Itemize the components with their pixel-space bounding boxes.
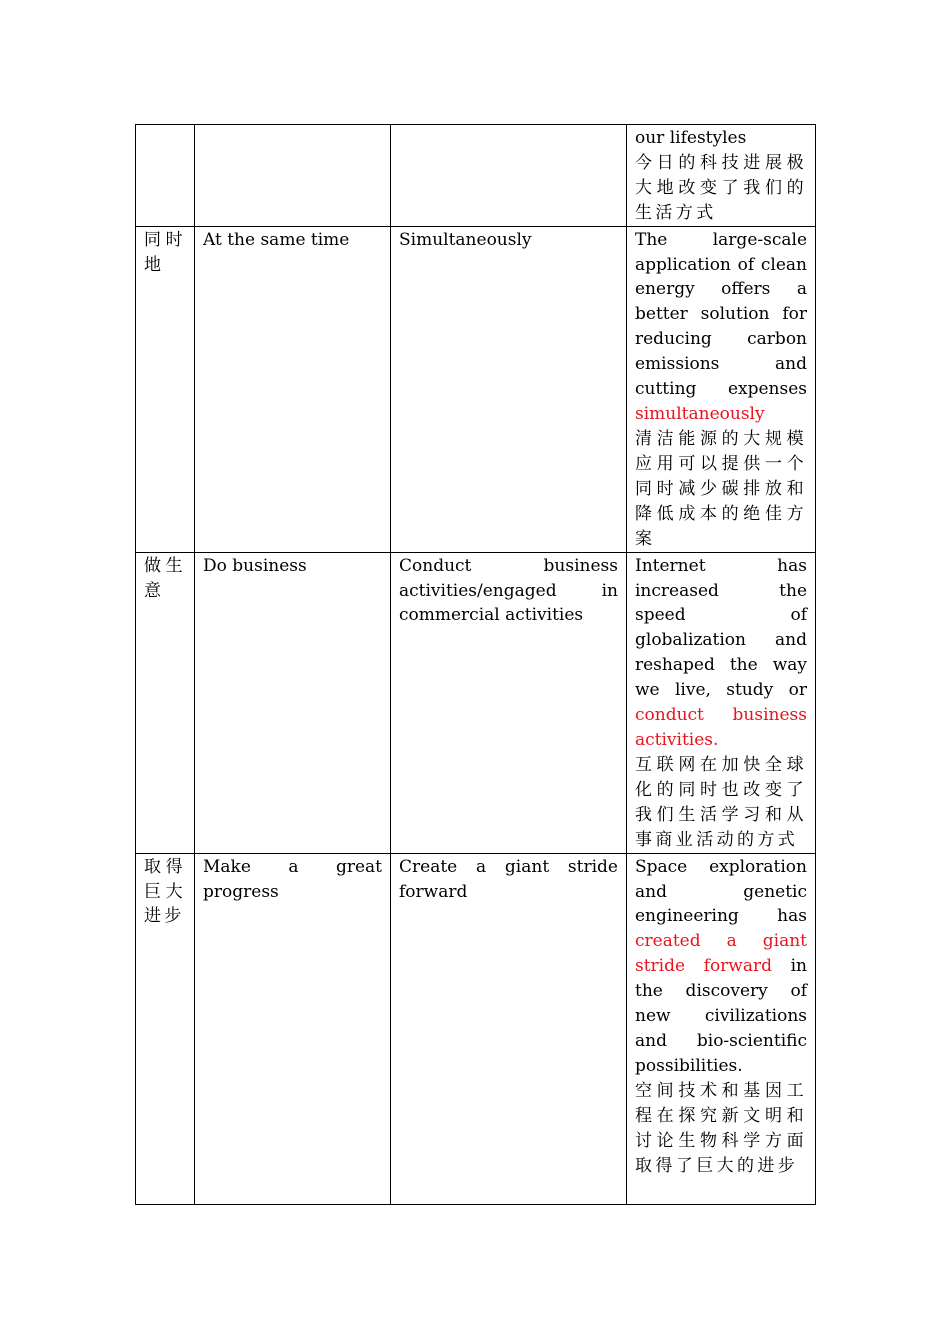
advanced-expression-cell [391, 125, 627, 227]
advanced-expression-cell: Create a giant stride forward [391, 853, 627, 1204]
example-cell [627, 552, 816, 853]
highlighted-phrase: conduct business activities. [635, 705, 807, 750]
example-chinese: 空间技术和基因工程在探究新文明和讨论生物科学方面取得了巨大的进步 [635, 1080, 807, 1176]
chinese-term-cell: 同时地 [136, 226, 195, 552]
basic-expression-cell: Make a great progress [195, 853, 391, 1204]
example-english [635, 556, 807, 750]
table-row [136, 552, 816, 853]
vocabulary-table [135, 124, 816, 1205]
example-cell [627, 226, 816, 552]
example-english [635, 128, 746, 148]
chinese-term-cell: 做生意 [136, 552, 195, 853]
basic-expression-cell: At the same time [195, 226, 391, 552]
example-text: The large-scale application of clean energy offers a better solution for reducing carbon emissions and cutting expenses [635, 229, 807, 400]
example-chinese: 互联网在加快全球化的同时也改变了我们生活学习和从事商业活动的方式 [635, 754, 807, 850]
example-text: our lifestyles [635, 128, 747, 148]
advanced-expression-cell: Conduct business activities/engaged in commercial activities [391, 552, 627, 853]
example-text: Internet has increased the speed of globalization and reshaped the way we live, study or [635, 555, 807, 701]
advanced-expression-cell: Simultaneously [391, 226, 627, 552]
highlighted-phrase: created a giant stride forward [635, 931, 807, 977]
example-english [635, 857, 807, 1076]
table-row [136, 125, 816, 227]
example-text: Space exploration and genetic engineering has [635, 856, 807, 927]
table-row [136, 853, 816, 1204]
chinese-term-cell: 取得巨大进步 [136, 853, 195, 1204]
example-english [635, 230, 807, 424]
highlighted-phrase: simultaneously [635, 403, 765, 424]
example-chinese: 清洁能源的大规模应用可以提供一个同时减少碳排放和降低成本的绝佳方案 [635, 428, 807, 549]
example-cell [627, 853, 816, 1204]
basic-expression-cell [195, 125, 391, 227]
basic-expression-cell: Do business [195, 552, 391, 853]
chinese-term-cell [136, 125, 195, 227]
table-row [136, 226, 816, 552]
example-chinese: 今日的科技进展极大地改变了我们的生活方式 [635, 152, 807, 223]
example-cell [627, 125, 816, 227]
example-text-continued: in the discovery of new civilizations and bio-scientific possibilities. [635, 956, 807, 1076]
